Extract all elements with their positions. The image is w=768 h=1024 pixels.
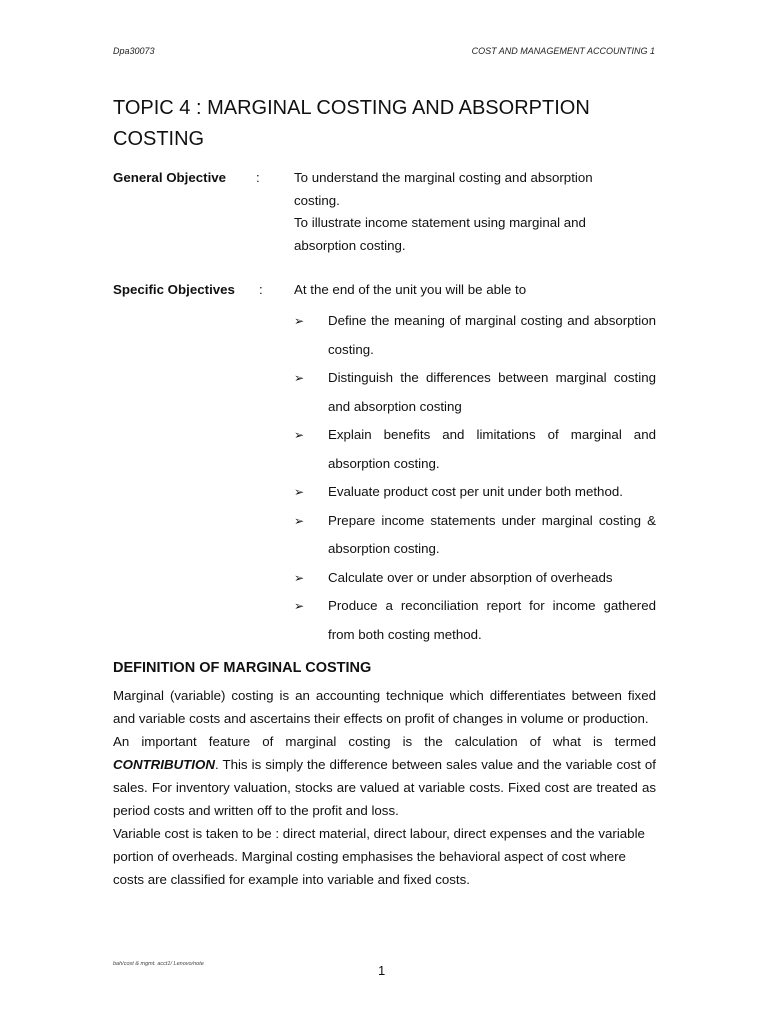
list-item-text: Distinguish the differences between marginal costing and absorption costing bbox=[328, 370, 656, 414]
paragraph: Variable cost is taken to be : direct material, direct labour, direct expenses and the variable portion of overheads. Marginal costing emphasises the behavioral aspect of cost where costs are classified for example into variable and fixed costs. bbox=[113, 826, 645, 887]
specific-objectives-colon: : bbox=[259, 282, 263, 297]
arrow-bullet-icon: ➢ bbox=[294, 371, 305, 385]
general-objective-line: To illustrate income statement using marginal and absorption costing. bbox=[294, 215, 586, 254]
general-objective-label: General Objective bbox=[113, 170, 227, 185]
definition-body bbox=[113, 684, 656, 891]
arrow-bullet-icon: ➢ bbox=[294, 485, 305, 499]
paragraph-text: . This is simply the difference between sales value and the variable cost of sales. For inventory valuation, stocks are valued at variable costs. Fixed cost are treated as period costs and written off to the profit and loss. bbox=[113, 757, 656, 818]
arrow-bullet-icon: ➢ bbox=[294, 570, 305, 585]
list-item bbox=[294, 592, 656, 649]
arrow-bullet-icon: ➢ bbox=[294, 314, 305, 328]
general-objective-colon: : bbox=[256, 170, 260, 185]
topic-title: TOPIC 4 : MARGINAL COSTING AND ABSORPTION COSTING bbox=[113, 97, 590, 150]
list-item bbox=[294, 478, 656, 507]
list-item bbox=[294, 564, 656, 593]
general-objective-text bbox=[294, 167, 624, 258]
paragraph-text: An important feature of marginal costing is the calculation of what is termed bbox=[113, 734, 656, 749]
list-item bbox=[294, 421, 656, 478]
general-objective-line: To understand the marginal costing and absorption costing. bbox=[294, 170, 593, 208]
list-item-text: Explain benefits and limitations of marginal and absorption costing. bbox=[328, 427, 656, 471]
arrow-bullet-icon: ➢ bbox=[294, 599, 305, 613]
page-number: 1 bbox=[378, 963, 386, 978]
course-title: COST AND MANAGEMENT ACCOUNTING 1 bbox=[471, 46, 655, 56]
list-item-text: Prepare income statements under marginal costing & absorption costing. bbox=[328, 512, 656, 556]
section-heading: DEFINITION OF MARGINAL COSTING bbox=[113, 660, 372, 676]
list-item bbox=[294, 364, 656, 421]
list-item-text: Define the meaning of marginal costing and absorption costing. bbox=[328, 313, 656, 357]
paragraph bbox=[113, 730, 656, 822]
paragraph: Marginal (variable) costing is an accounting technique which differentiates between fixed and variable costs and ascertains their effects on profit of changes in volume or production. bbox=[113, 688, 656, 726]
list-item-text: Calculate over or under absorption of overheads bbox=[328, 569, 613, 585]
list-item-text: Produce a reconciliation report for income gathered from both costing method. bbox=[328, 598, 656, 642]
keyword-contribution: CONTRIBUTION bbox=[113, 757, 215, 772]
arrow-bullet-icon: ➢ bbox=[294, 428, 305, 442]
arrow-bullet-icon: ➢ bbox=[294, 513, 305, 528]
specific-objectives-intro: At the end of the unit you will be able to bbox=[294, 282, 527, 297]
list-item bbox=[294, 507, 656, 564]
list-item bbox=[294, 307, 656, 364]
course-code: Dpa30073 bbox=[113, 46, 155, 56]
footer-note: bah/cost & mgmt. acct1/ Lenovo/note bbox=[113, 961, 204, 967]
specific-objectives-label: Specific Objectives bbox=[113, 282, 235, 297]
objectives-list bbox=[294, 307, 656, 649]
list-item-text: Evaluate product cost per unit under both method. bbox=[328, 484, 623, 499]
